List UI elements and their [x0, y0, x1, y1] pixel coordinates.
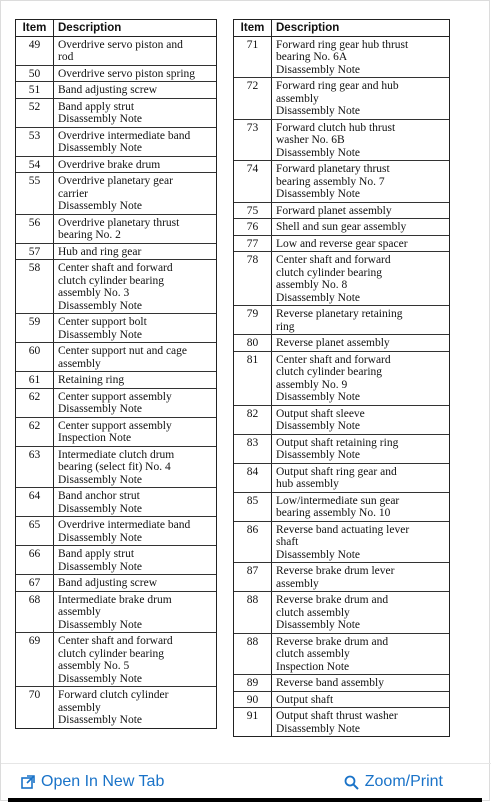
- item-number: 74: [234, 161, 272, 202]
- item-description: Reverse brake drum and clutch assembly Disassembly Note: [276, 594, 389, 631]
- item-description: Center support assembly Inspection Note: [58, 419, 172, 444]
- image-toolbar: [1, 763, 491, 801]
- table-row: [16, 99, 216, 128]
- item-description: Overdrive brake drum: [58, 158, 161, 171]
- table-row: [16, 372, 216, 389]
- item-number: 82: [234, 406, 272, 434]
- open-in-new-tab-link[interactable]: [21, 773, 164, 791]
- table-row: [234, 592, 449, 634]
- item-description: Reverse brake drum lever assembly: [276, 565, 395, 590]
- item-number: 61: [16, 372, 54, 388]
- table-row: [234, 120, 449, 162]
- item-number: 71: [234, 37, 272, 78]
- item-description: Output shaft sleeve Disassembly Note: [276, 407, 365, 432]
- magnifier-icon: [344, 775, 359, 790]
- item-number: 80: [234, 335, 272, 351]
- item-number: 49: [16, 37, 54, 65]
- item-number: 62: [16, 389, 54, 417]
- table-row: [234, 335, 449, 352]
- table-row: [16, 244, 216, 261]
- table-row: [16, 517, 216, 546]
- item-number: 60: [16, 343, 54, 371]
- item-number: 53: [16, 128, 54, 156]
- item-description: Overdrive servo piston spring: [58, 67, 196, 80]
- item-number: 81: [234, 352, 272, 405]
- item-number: 66: [16, 546, 54, 574]
- table-row: [16, 633, 216, 687]
- item-description: Intermediate brake drum assembly Disassembly Note: [58, 593, 172, 631]
- item-number: 78: [234, 252, 272, 305]
- item-description: Low and reverse gear spacer: [276, 237, 408, 250]
- item-number: 63: [16, 447, 54, 488]
- item-number: 65: [16, 517, 54, 545]
- item-number: 55: [16, 173, 54, 214]
- zoom-print-label: Zoom/Print: [364, 773, 443, 790]
- item-number: 68: [16, 592, 54, 633]
- item-description: Center shaft and forward clutch cylinder bearing assembly No. 9 Disassembly Note: [276, 353, 391, 403]
- item-description: Forward ring gear and hub assembly Disassembly Note: [276, 80, 399, 117]
- item-number: 73: [234, 120, 272, 161]
- item-description: Output shaft retaining ring Disassembly Note: [276, 436, 399, 461]
- description-column-header: Description: [58, 22, 122, 34]
- item-description: Output shaft ring gear and hub assembly: [276, 465, 397, 490]
- table-row: [234, 352, 449, 406]
- table-row: [234, 634, 449, 676]
- item-column-header: Item: [16, 20, 54, 36]
- table-row: [16, 343, 216, 372]
- table-row: [16, 173, 216, 215]
- item-description: Center support bolt Disassembly Note: [58, 316, 147, 341]
- item-description: Reverse band assembly: [276, 677, 384, 689]
- table-row: [16, 66, 216, 83]
- item-description: Overdrive planetary thrust bearing No. 2: [58, 216, 180, 241]
- table-row: [234, 37, 449, 79]
- table-row: [16, 157, 216, 174]
- table-row: [16, 592, 216, 634]
- table-row: [234, 306, 449, 335]
- item-description: Overdrive intermediate band Disassembly Note: [58, 519, 191, 544]
- table-row: [234, 203, 449, 220]
- table-row: [234, 161, 449, 203]
- item-description: Intermediate clutch drum bearing (select fit) No. 4 Disassembly Note: [58, 448, 175, 486]
- item-number: 85: [234, 493, 272, 521]
- table-row: [16, 260, 216, 314]
- item-number: 75: [234, 203, 272, 219]
- item-description: Output shaft: [276, 693, 334, 706]
- item-number: 54: [16, 157, 54, 173]
- item-number: 88: [234, 634, 272, 675]
- table-header: [16, 20, 216, 37]
- item-number: 59: [16, 314, 54, 342]
- item-description: Low/intermediate sun gear bearing assembly No. 10: [276, 494, 400, 519]
- item-description: Forward clutch cylinder assembly Disassembly Note: [58, 689, 169, 726]
- table-row: [16, 687, 216, 728]
- item-number: 57: [16, 244, 54, 260]
- item-description: Center support nut and cage assembly: [58, 345, 188, 370]
- table-row: [16, 215, 216, 244]
- item-description: Forward clutch hub thrust washer No. 6B Disassembly Note: [276, 121, 396, 159]
- item-description: Overdrive servo piston and rod: [58, 38, 183, 63]
- item-number: 64: [16, 488, 54, 516]
- table-row: [234, 675, 449, 692]
- item-number: 77: [234, 236, 272, 252]
- item-description: Forward ring gear hub thrust bearing No. 6A Disassembly Note: [276, 38, 409, 76]
- table-row: [234, 78, 449, 120]
- zoom-print-link[interactable]: [344, 773, 443, 791]
- item-number: 58: [16, 260, 54, 313]
- item-description: Center shaft and forward clutch cylinder bearing assembly No. 3 Disassembly Note: [58, 262, 173, 312]
- table-row: [16, 389, 216, 418]
- item-number: 52: [16, 99, 54, 127]
- item-description: Reverse band actuating lever shaft Disassembly Note: [276, 523, 410, 561]
- description-column-header: Description: [276, 22, 340, 34]
- item-number: 87: [234, 563, 272, 591]
- item-description: Reverse planetary retaining ring: [276, 308, 403, 333]
- item-number: 51: [16, 82, 54, 98]
- table-row: [16, 82, 216, 99]
- table-row: [16, 488, 216, 517]
- item-number: 91: [234, 708, 272, 736]
- table-row: [234, 493, 449, 522]
- table-row: [16, 37, 216, 66]
- table-row: [16, 418, 216, 447]
- table-row: [234, 219, 449, 236]
- item-number: 76: [234, 219, 272, 235]
- item-description: Retaining ring: [58, 374, 125, 386]
- table-row: [16, 314, 216, 343]
- table-row: [234, 522, 449, 564]
- item-description: Overdrive planetary gear carrier Disassembly Note: [58, 175, 173, 212]
- item-number: 90: [234, 692, 272, 708]
- item-number: 50: [16, 66, 54, 82]
- item-description: Band adjusting screw: [58, 84, 158, 96]
- item-number: 70: [16, 687, 54, 728]
- item-description: Output shaft thrust washer Disassembly Note: [276, 710, 398, 735]
- parts-table-left: [15, 19, 217, 729]
- item-description: Forward planet assembly: [276, 204, 392, 217]
- item-description: Shell and sun gear assembly: [276, 221, 407, 233]
- table-row: [234, 406, 449, 435]
- table-row: [16, 546, 216, 575]
- item-description: Band adjusting screw: [58, 577, 158, 589]
- item-description: Band apply strut Disassembly Note: [58, 100, 143, 125]
- item-number: 56: [16, 215, 54, 243]
- table-header: [234, 20, 449, 37]
- table-row: [16, 128, 216, 157]
- item-number: 89: [234, 675, 272, 691]
- item-number: 72: [234, 78, 272, 119]
- item-description: Center shaft and forward clutch cylinder bearing assembly No. 5 Disassembly Note: [58, 635, 173, 685]
- item-description: Reverse planet assembly: [276, 337, 390, 349]
- table-row: [234, 708, 449, 736]
- table-row: [234, 692, 449, 709]
- table-row: [16, 447, 216, 489]
- item-number: 69: [16, 633, 54, 686]
- item-number: 88: [234, 592, 272, 633]
- item-description: Band anchor strut Disassembly Note: [58, 490, 143, 515]
- table-row: [234, 236, 449, 253]
- item-description: Forward planetary thrust bearing assembly No. 7 Disassembly Note: [276, 163, 390, 200]
- table-row: [16, 575, 216, 592]
- table-row: [234, 435, 449, 464]
- item-number: 84: [234, 464, 272, 492]
- item-description: Band apply strut Disassembly Note: [58, 548, 143, 573]
- item-number: 83: [234, 435, 272, 463]
- item-number: 86: [234, 522, 272, 563]
- item-number: 79: [234, 306, 272, 334]
- table-row: [234, 464, 449, 493]
- parts-table-right: [233, 19, 450, 737]
- table-row: [234, 252, 449, 306]
- open-in-new-tab-icon: [21, 775, 35, 789]
- bottom-rule: [8, 798, 482, 802]
- open-in-new-tab-label: Open In New Tab: [41, 773, 165, 790]
- item-description: Center support assembly Disassembly Note: [58, 390, 172, 415]
- item-description: Center shaft and forward clutch cylinder bearing assembly No. 8 Disassembly Note: [276, 254, 391, 304]
- item-description: Overdrive intermediate band Disassembly Note: [58, 129, 191, 154]
- item-description: Reverse brake drum and clutch assembly Inspection Note: [276, 635, 389, 673]
- item-description: Hub and ring gear: [58, 245, 142, 258]
- item-number: 62: [16, 418, 54, 446]
- item-number: 67: [16, 575, 54, 591]
- table-row: [234, 563, 449, 592]
- item-column-header: Item: [234, 20, 272, 36]
